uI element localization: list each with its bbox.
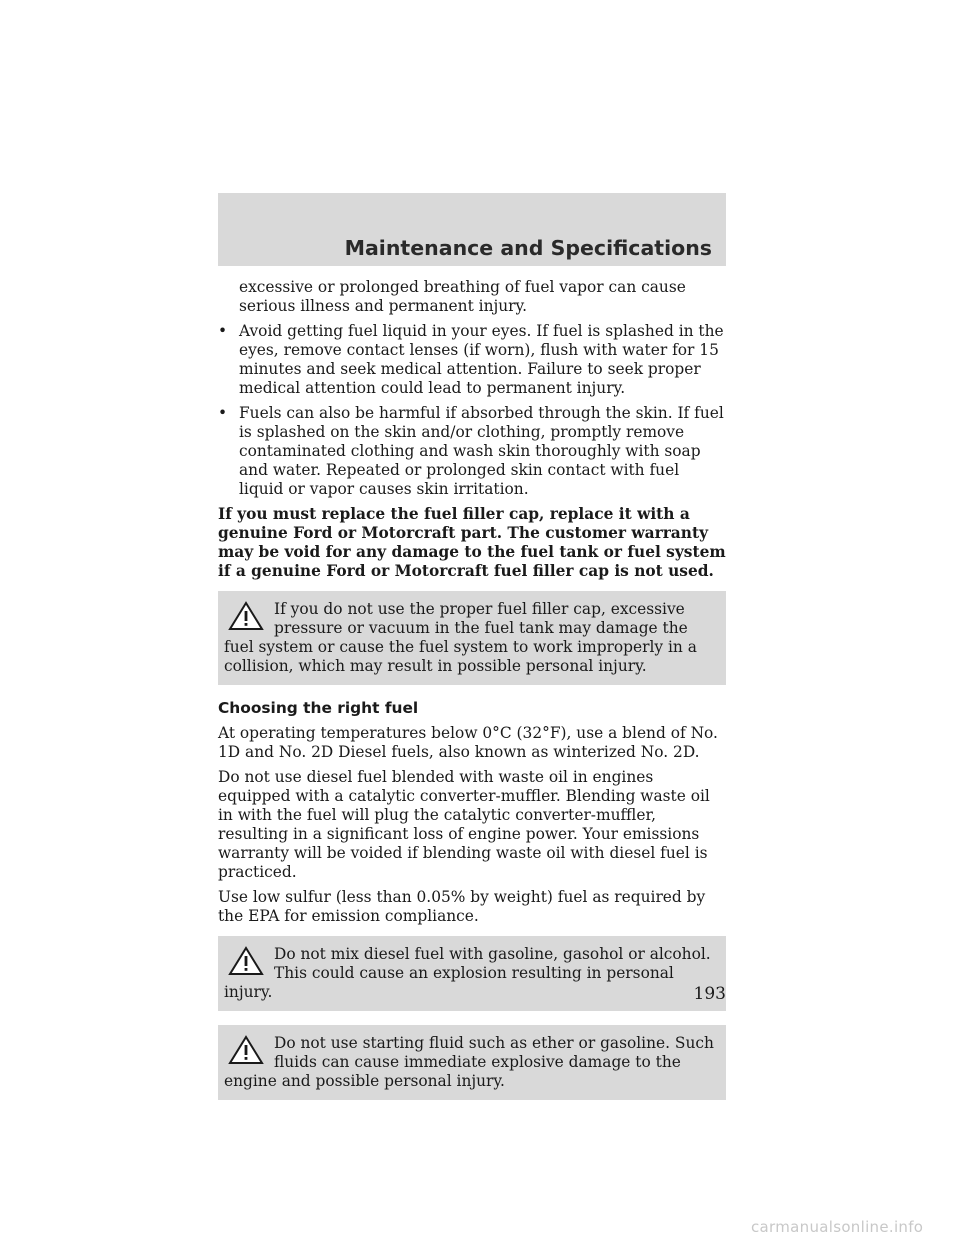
warning-text: Do not mix diesel fuel with gasoline, gasohol or alcohol. This could cause an explosion resulting in personal injury. bbox=[224, 945, 711, 1001]
header-band bbox=[218, 193, 726, 266]
watermark-logo: carmanualsonline.info bbox=[751, 1218, 924, 1236]
warning-triangle-icon bbox=[228, 946, 264, 976]
section-paragraph: Do not use diesel fuel blended with waste oil in engines equipped with a catalytic converter-muffler. Blending waste oil in with the fuel will plug the catalytic converter-muffler, resulting in a significant loss of engine power. Your emissions warranty will be voided if blending waste oil with diesel fuel is practiced. bbox=[218, 768, 710, 881]
section-paragraph: Use low sulfur (less than 0.05% by weight) fuel as required by the EPA for emission compliance. bbox=[218, 888, 706, 925]
page-title: Maintenance and Specifications bbox=[344, 236, 712, 260]
warning-box bbox=[218, 1025, 726, 1100]
section-paragraph: At operating temperatures below 0°C (32°F), use a blend of No. 1D and No. 2D Diesel fuels, also known as winterized No. 2D. bbox=[218, 724, 718, 761]
warning-box bbox=[218, 936, 726, 1011]
warning-triangle-icon bbox=[228, 1035, 264, 1065]
bullet-item bbox=[218, 322, 726, 398]
warning-box bbox=[218, 591, 726, 685]
warning-triangle-icon bbox=[228, 601, 264, 631]
warning-text: If you do not use the proper fuel filler cap, excessive pressure or vacuum in the fuel tank may damage the fuel system or cause the fuel system to work improperly in a collision, which may result in possible personal injury. bbox=[224, 600, 697, 675]
bullet-item bbox=[218, 404, 726, 499]
bullet-text: Fuels can also be harmful if absorbed through the skin. If fuel is splashed on the skin and/or clothing, promptly remove contaminated clothing and wash skin thoroughly with soap and water. Repeated or prolonged skin contact with fuel liquid or vapor causes skin irritation. bbox=[239, 404, 724, 498]
bullet-marker: • bbox=[218, 322, 228, 340]
warning-text: Do not use starting fluid such as ether or gasoline. Such fluids can cause immediate explosive damage to the engine and possible personal injury. bbox=[224, 1034, 714, 1090]
page-number: 193 bbox=[693, 984, 726, 1004]
section-heading: Choosing the right fuel bbox=[218, 699, 419, 717]
fuel-cap-notice: If you must replace the fuel filler cap, replace it with a genuine Ford or Motorcraft part. The customer warranty may be void for any damage to the fuel tank or fuel system if a genuine Ford or Motorcraft fuel filler cap is not used. bbox=[218, 505, 726, 580]
bullet-marker: • bbox=[218, 404, 228, 422]
page-content bbox=[218, 278, 726, 1114]
bullet-text: Avoid getting fuel liquid in your eyes. If fuel is splashed in the eyes, remove contact lenses (if worn), flush with water for 15 minutes and seek medical attention. Failure to seek proper medical attention could lead to permanent injury. bbox=[239, 322, 724, 397]
intro-continuation: excessive or prolonged breathing of fuel vapor can cause serious illness and permanent injury. bbox=[239, 278, 686, 315]
